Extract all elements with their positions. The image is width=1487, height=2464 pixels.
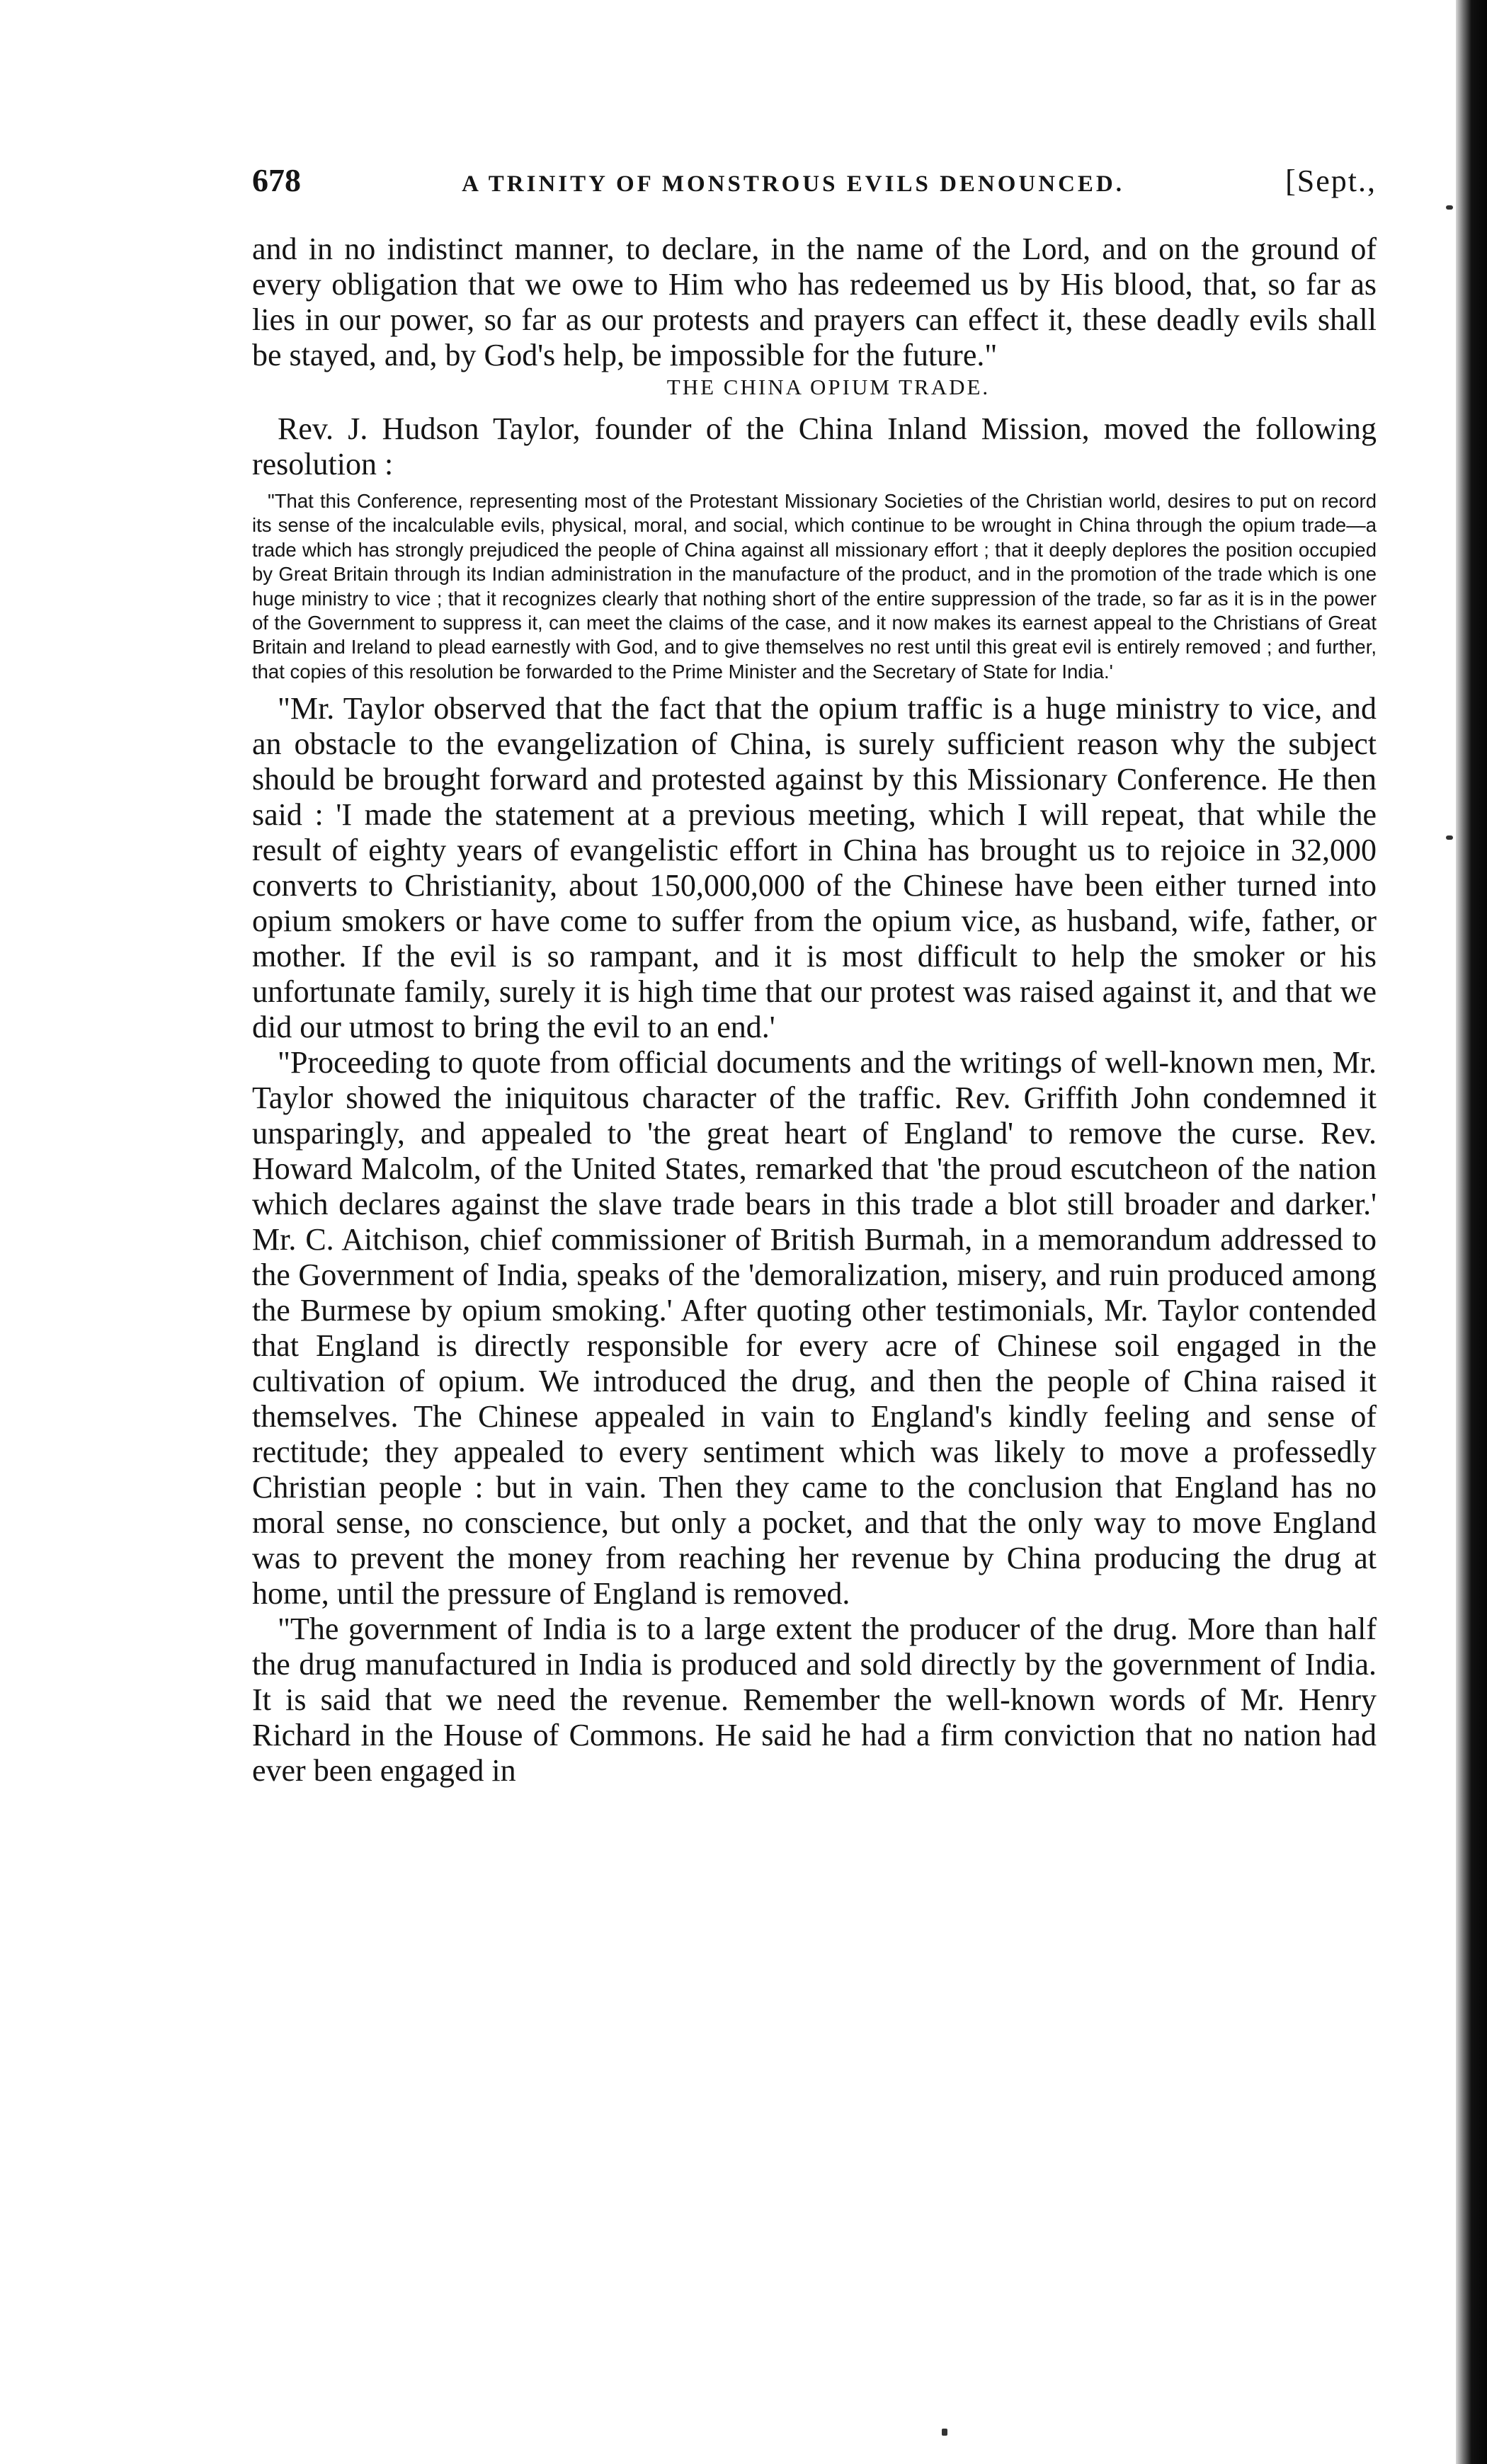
resolution-quote: "That this Conference, representing most of the Protestant Missionary Societies of the Christian world, desires to put on record its sense of the incalculable evils, physical, moral, and social, which continue to be wrought in China through the opium trade—a trade which has strongly prejudiced the people of China against all missionary effort ; that it deeply deplores the position occupied by Great Britain through its Indian administration in the manufacture of the product, and in the promotion of the trade which is one huge ministry to vice ; that it recognizes clearly that nothing short of the entire suppression of the trade, so far as it is in the power of the Government to suppress it, can meet the claims of the case, and it now makes its earnest appeal to the Christians of Great Britain and Ireland to plead earnestly with God, and to give themselves no rest until this great evil is entirely removed ; and further, that copies of this resolution be forwarded to the Prime Minister and the Secretary of State for India.' — [252, 490, 1377, 683]
section-heading: THE CHINA OPIUM TRADE. — [666, 375, 991, 399]
scan-mark — [942, 2429, 947, 2436]
paragraph-official-documents: "Proceeding to quote from official documents and the writings of well-known men, Mr. Taylor showed the iniquitous character of the traffic. Rev. Griffith John condemned it unsparingly, and appealed to 'the great heart of England' to remove the curse. Rev. Howard Malcolm, of the United States, remarked that 'the proud escutcheon of the nation which declares against the slave trade bears in this trade a blot still broader and darker.' Mr. C. Aitchison, chief commissioner of British Burmah, in a memorandum addressed to the Government of India, speaks of the 'demoralization, misery, and ruin produced among the Burmese by opium smoking.' After quoting other testimonials, Mr. Taylor contended that England is directly responsible for every acre of Chinese soil engaged in the cultivation of opium. We introduced the drug, and then the people of China raised it themselves. The Chinese appealed in vain to England's kindly feeling and sense of rectitude; they appealed to every sentiment which was likely to move a professedly Christian people : but in vain. Then they came to the conclusion that England has no moral sense, no conscience, but only a pocket, and that the only way to move England was to prevent the money from reaching her revenue by China producing the drug at home, until the pressure of England is removed. — [252, 1045, 1377, 1612]
scan-shadow-edge — [1456, 0, 1487, 2464]
book-page — [252, 161, 1377, 1789]
page-number: 678 — [252, 162, 301, 198]
scan-speck — [1446, 205, 1453, 210]
running-title: A TRINITY OF MONSTROUS EVILS DENOUNCED. — [462, 171, 1125, 197]
paragraph-continuation: and in no indistinct manner, to declare, in the name of the Lord, and on the ground of every obligation that we owe to Him who has redeemed us by His blood, that, so far as lies in our power, so far as our protests and prayers can effect it, these deadly evils shall be stayed, and, by God's help, be impossible for the future." — [252, 232, 1377, 372]
paragraph-taylor-observation: "Mr. Taylor observed that the fact that the opium traffic is a huge ministry to vice, and an obstacle to the evangelization of China, is surely sufficient reason why the subject should be brought forward and protested against by this Missionary Conference. He then said : 'I made the statement at a previous meeting, which I will repeat, that while the result of eighty years of evangelistic effort in China has brought us to rejoice in 32,000 converts to Christianity, about 150,000,000 of the Chinese have been either turned into opium smokers or have come to suffer from the opium vice, as husband, wife, father, or mother. If the evil is so rampant, and it is most difficult to help the smoker or his unfortunate family, surely it is high time that our protest was raised against it, and that we did our utmost to bring the evil to an end.' — [252, 691, 1377, 1045]
paragraph-government-of-india: "The government of India is to a large extent the producer of the drug. More than half the drug manufactured in India is produced and sold directly by the government of India. It is said that we need the revenue. Remember the well-known words of Mr. Henry Richard in the House of Commons. He said he had a firm conviction that no nation had ever been engaged in — [252, 1612, 1377, 1789]
paragraph-resolution-intro: Rev. J. Hudson Taylor, founder of the China Inland Mission, moved the following resolution : — [252, 411, 1377, 481]
header-date: [Sept., — [1285, 164, 1377, 198]
page-header — [252, 161, 1377, 199]
scan-speck — [1446, 835, 1453, 840]
